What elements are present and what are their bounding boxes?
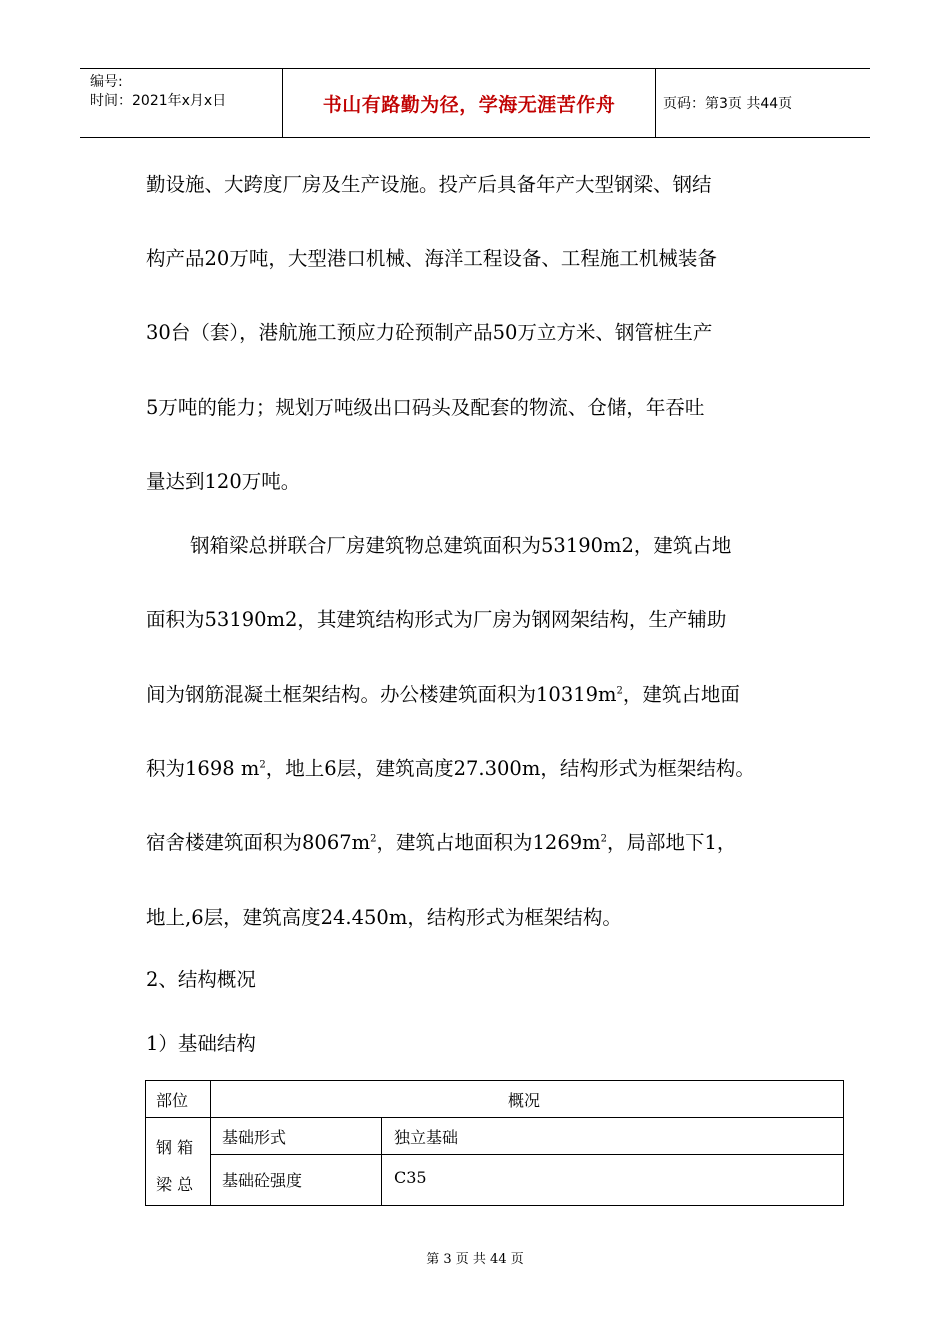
- table-divider: [381, 1117, 382, 1205]
- table-divider: [146, 1117, 843, 1118]
- body-line: 量达到120万吨。: [146, 470, 301, 493]
- body-line: 钢箱梁总拼联合厂房建筑物总建筑面积为53190m2，建筑占地: [190, 534, 732, 557]
- header-page-info: 页码：第3页 共44页: [663, 96, 793, 112]
- doc-date: 时间：2021年x月x日: [90, 93, 227, 109]
- body-line: 构产品20万吨，大型港口机械、海洋工程设备、工程施工机械装备: [146, 247, 717, 270]
- body-line: 间为钢筋混凝土框架结构。办公楼建筑面积为$10319m^2$，建筑占地面: [146, 683, 740, 706]
- header-motto: 书山有路勤为径，学海无涯苦作舟: [322, 93, 616, 116]
- doc-code-label: 编号:: [90, 74, 123, 90]
- page-header: [80, 68, 870, 138]
- table-divider: [210, 1154, 843, 1155]
- body-line: 勤设施、大跨度厂房及生产设施。投产后具备年产大型钢梁、钢结: [146, 173, 712, 196]
- table-header-part: 部位: [156, 1091, 189, 1110]
- table-cell: 基础形式: [222, 1128, 287, 1147]
- table-cell: 基础砼强度: [222, 1171, 303, 1190]
- page-footer: 第 3 页 共 44 页: [426, 1252, 524, 1267]
- header-meta: [90, 73, 226, 111]
- header-divider: [655, 69, 656, 137]
- table-header-overview: 概况: [508, 1091, 541, 1110]
- table-divider: [210, 1081, 211, 1205]
- body-line: 地上,6层，建筑高度24.450m，结构形式为框架结构。: [146, 906, 622, 929]
- table-cell: 独立基础: [394, 1128, 459, 1147]
- body-line: 5万吨的能力；规划万吨级出口码头及配套的物流、仓储，年吞吐: [146, 396, 705, 419]
- subsection-heading: 1）基础结构: [146, 1032, 256, 1055]
- section-heading: 2、结构概况: [146, 968, 256, 991]
- body-line: 宿舍楼建筑面积为$8067m^2$，建筑占地面积为$1269m^2$，局部地下1，: [146, 831, 737, 854]
- table-part-cell: 钢 箱: [156, 1138, 194, 1157]
- body-line: 30台（套），港航施工预应力砼预制产品50万立方米、钢管桩生产: [146, 321, 713, 344]
- foundation-table: [145, 1080, 844, 1206]
- body-line: 面积为53190m2，其建筑结构形式为厂房为钢网架结构，生产辅助: [146, 608, 727, 631]
- table-part-cell: 梁 总: [156, 1175, 194, 1194]
- table-cell: C35: [394, 1168, 427, 1187]
- body-line: 积为1698 $m^2$，地上6层，建筑高度27.300m，结构形式为框架结构。: [146, 757, 755, 780]
